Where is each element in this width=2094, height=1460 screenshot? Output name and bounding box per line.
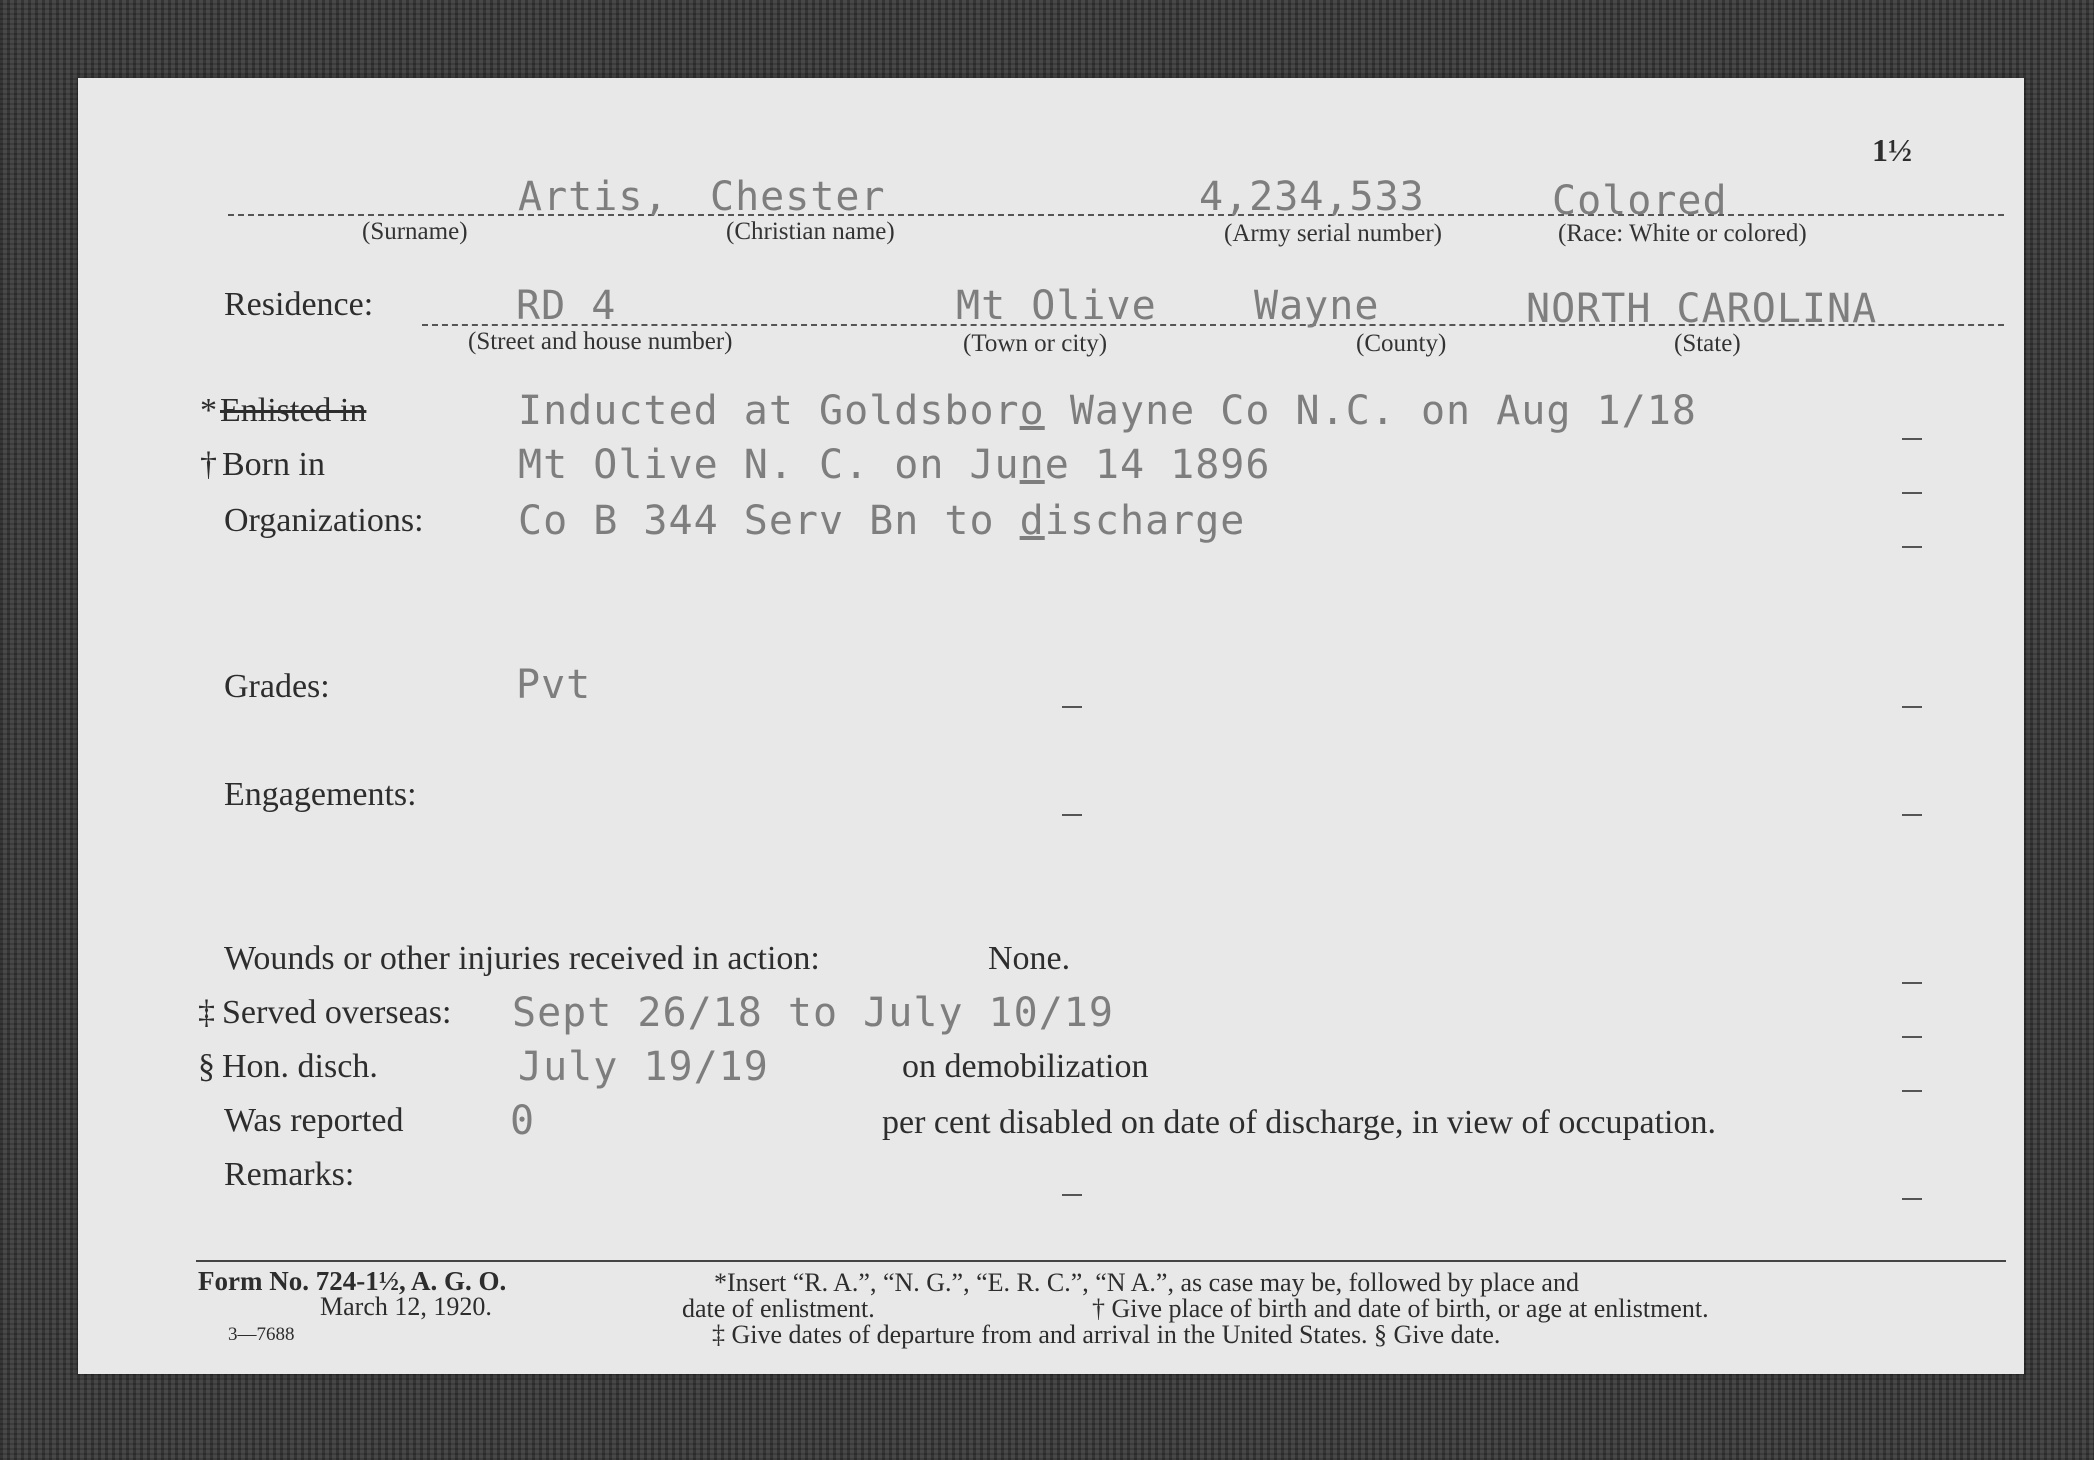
organizations-value-part: Co B 344 Serv Bn to (518, 498, 1020, 544)
born-value (518, 442, 1270, 488)
footer-divider (196, 1260, 2006, 1262)
tick-mark (1902, 982, 1922, 984)
organizations-label: Organizations: (224, 502, 424, 539)
town-value: Mt Olive (956, 283, 1157, 329)
reported-value: 0 (510, 1098, 536, 1144)
tick-mark (1902, 492, 1922, 494)
engagements-label: Engagements: (224, 776, 417, 813)
christian-name-caption: (Christian name) (726, 218, 895, 245)
tick-mark (1902, 1090, 1922, 1092)
organizations-value (518, 498, 1245, 544)
town-caption: (Town or city) (963, 330, 1108, 357)
hon-disch-marker: § (198, 1048, 215, 1085)
county-caption: (County) (1356, 330, 1447, 357)
born-value-underlined: n (1019, 442, 1045, 488)
race-caption: (Race: White or colored) (1558, 220, 1807, 247)
service-record-card (78, 78, 2024, 1374)
tick-mark (1062, 1194, 1082, 1196)
reported-suffix: per cent disabled on date of discharge, in view of occupation. (882, 1104, 1716, 1141)
born-value-part: Mt Olive N. C. on Ju (518, 442, 1020, 488)
overseas-marker: ‡ (198, 994, 215, 1031)
tick-mark (1902, 706, 1922, 708)
surname-value: Artis, (518, 174, 669, 220)
footer-note-line1: *Insert “R. A.”, “N. G.”, “E. R. C.”, “N A.”, as case may be, followed by place and (714, 1268, 1579, 1297)
organizations-value-part: ischarge (1044, 498, 1246, 544)
tick-mark (1902, 546, 1922, 548)
card-number: 1½ (1872, 132, 1912, 168)
residence-label: Residence: (224, 286, 374, 323)
tick-mark (1902, 438, 1922, 440)
street-caption: (Street and house number) (468, 328, 733, 355)
tick-mark (1902, 1198, 1922, 1200)
reported-label: Was reported (224, 1102, 404, 1139)
hon-disch-value: July 19/19 (518, 1044, 769, 1090)
enlisted-marker: * (200, 392, 217, 429)
form-date: March 12, 1920. (320, 1292, 492, 1321)
footer-note-overseas: ‡ Give dates of departure from and arrival in the United States. § Give date. (712, 1320, 1501, 1349)
enlisted-value-underlined: o (1019, 388, 1045, 434)
tick-mark (1062, 814, 1082, 816)
state-value: NORTH CAROLINA (1526, 286, 1878, 332)
hon-disch-label: Hon. disch. (222, 1048, 378, 1085)
enlisted-value-part: Wayne Co N.C. on Aug 1/18 (1044, 388, 1697, 434)
name-line (228, 214, 2004, 216)
form-code: 3—7688 (228, 1324, 295, 1345)
born-marker: † (200, 446, 217, 483)
born-value-part: e 14 1896 (1044, 442, 1271, 488)
tick-mark (1902, 814, 1922, 816)
enlisted-label: Enlisted in (220, 392, 367, 429)
street-value: RD 4 (516, 283, 617, 329)
wounds-value: None. (988, 940, 1071, 977)
hon-disch-suffix: on demobilization (902, 1048, 1149, 1085)
christian-name-value: Chester (710, 174, 886, 220)
serial-number-caption: (Army serial number) (1224, 220, 1442, 247)
overseas-value: Sept 26/18 to July 10/19 (512, 990, 1114, 1036)
overseas-label: Served overseas: (222, 994, 452, 1031)
serial-number-value: 4,234,533 (1199, 174, 1425, 220)
county-value: Wayne (1254, 283, 1380, 329)
wounds-label: Wounds or other injuries received in action: (224, 940, 820, 977)
race-value: Colored (1552, 178, 1728, 224)
state-caption: (State) (1674, 330, 1741, 357)
form-number: Form No. 724-1½, A. G. O. (198, 1266, 507, 1296)
remarks-label: Remarks: (224, 1156, 355, 1193)
enlisted-value (518, 388, 1697, 434)
born-label: Born in (222, 446, 325, 483)
enlisted-value-part: Inducted at Goldsbor (518, 388, 1020, 434)
footer-note-birth: † Give place of birth and date of birth, or age at enlistment. (1092, 1294, 1709, 1323)
organizations-value-underlined: d (1019, 498, 1045, 544)
grades-label: Grades: (224, 668, 330, 705)
surname-caption: (Surname) (362, 218, 468, 245)
grades-value: Pvt (516, 662, 592, 708)
footer-note-enlistment: date of enlistment. (682, 1294, 875, 1323)
tick-mark (1902, 1036, 1922, 1038)
tick-mark (1062, 706, 1082, 708)
